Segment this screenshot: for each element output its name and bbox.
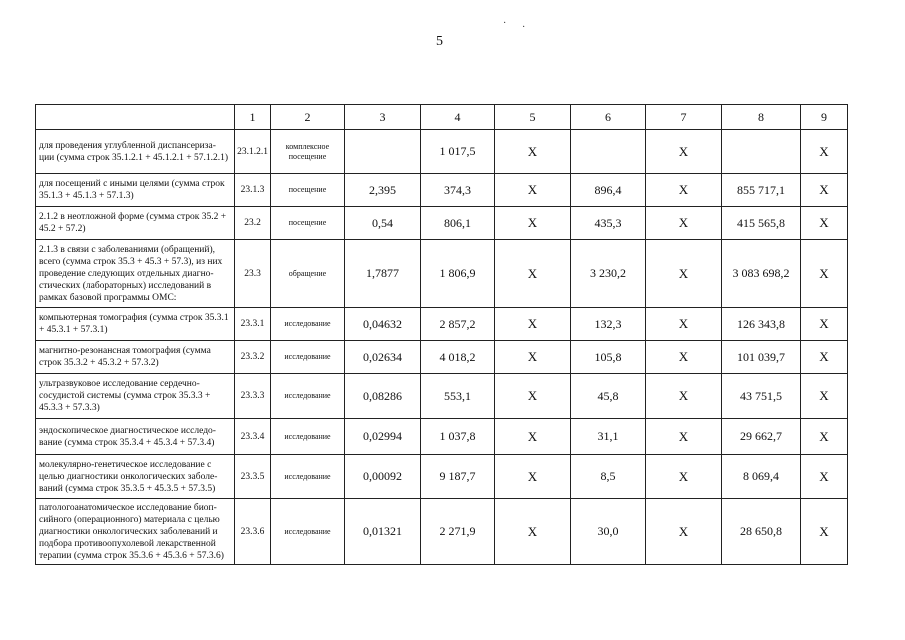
value-cell: 45,8 bbox=[571, 374, 646, 419]
x-cell: X bbox=[801, 308, 848, 341]
row-unit: исследование bbox=[271, 374, 345, 419]
value-cell: 8 069,4 bbox=[722, 455, 801, 499]
table-row bbox=[36, 308, 848, 341]
header-cell: 7 bbox=[646, 105, 722, 130]
data-table bbox=[35, 104, 848, 565]
value-cell bbox=[722, 130, 801, 174]
x-cell: X bbox=[495, 499, 571, 565]
value-cell: 0,01321 bbox=[345, 499, 421, 565]
value-cell bbox=[571, 130, 646, 174]
row-unit: исследование bbox=[271, 499, 345, 565]
header-cell: 1 bbox=[235, 105, 271, 130]
value-cell: 896,4 bbox=[571, 174, 646, 207]
row-code: 23.3.1 bbox=[235, 308, 271, 341]
x-cell: X bbox=[495, 374, 571, 419]
x-cell: X bbox=[801, 455, 848, 499]
value-cell: 3 230,2 bbox=[571, 240, 646, 308]
x-cell: X bbox=[495, 308, 571, 341]
header-cell: 8 bbox=[722, 105, 801, 130]
value-cell: 105,8 bbox=[571, 341, 646, 374]
value-cell: 31,1 bbox=[571, 419, 646, 455]
row-description: ультразвуковое исследование сердечно-сосудистой системы (сумма строк 35.3.3 + 45.3.3 + 57.3.3) bbox=[36, 374, 235, 419]
x-cell: X bbox=[801, 419, 848, 455]
x-cell: X bbox=[646, 174, 722, 207]
row-unit: исследование bbox=[271, 308, 345, 341]
x-cell: X bbox=[801, 374, 848, 419]
value-cell: 1 017,5 bbox=[421, 130, 495, 174]
row-unit: комплексное посещение bbox=[271, 130, 345, 174]
row-description: компьютерная томография (сумма строк 35.3.1 + 45.3.1 + 57.3.1) bbox=[36, 308, 235, 341]
x-cell: X bbox=[801, 130, 848, 174]
row-code: 23.3.6 bbox=[235, 499, 271, 565]
x-cell: X bbox=[495, 419, 571, 455]
x-cell: X bbox=[646, 207, 722, 240]
x-cell: X bbox=[495, 455, 571, 499]
x-cell: X bbox=[495, 341, 571, 374]
table-row bbox=[36, 499, 848, 565]
table-row bbox=[36, 341, 848, 374]
value-cell: 806,1 bbox=[421, 207, 495, 240]
row-description: для проведения углубленной диспансериза-ции (сумма строк 35.1.2.1 + 45.1.2.1 + 57.1.2.1) bbox=[36, 130, 235, 174]
x-cell: X bbox=[495, 240, 571, 308]
value-cell: 0,02994 bbox=[345, 419, 421, 455]
x-cell: X bbox=[646, 130, 722, 174]
value-cell: 1 806,9 bbox=[421, 240, 495, 308]
value-cell: 43 751,5 bbox=[722, 374, 801, 419]
value-cell: 126 343,8 bbox=[722, 308, 801, 341]
x-cell: X bbox=[801, 240, 848, 308]
x-cell: X bbox=[801, 174, 848, 207]
x-cell: X bbox=[646, 499, 722, 565]
value-cell: 30,0 bbox=[571, 499, 646, 565]
row-unit: посещение bbox=[271, 174, 345, 207]
table-row bbox=[36, 374, 848, 419]
header-cell-blank bbox=[36, 105, 235, 130]
x-cell: X bbox=[495, 207, 571, 240]
row-description: эндоскопическое диагностическое исследо-вание (сумма строк 35.3.4 + 45.3.4 + 57.3.4) bbox=[36, 419, 235, 455]
value-cell: 0,02634 bbox=[345, 341, 421, 374]
row-code: 23.3.2 bbox=[235, 341, 271, 374]
value-cell: 9 187,7 bbox=[421, 455, 495, 499]
header-cell: 6 bbox=[571, 105, 646, 130]
value-cell: 2 271,9 bbox=[421, 499, 495, 565]
value-cell: 29 662,7 bbox=[722, 419, 801, 455]
row-code: 23.3.5 bbox=[235, 455, 271, 499]
row-code: 23.2 bbox=[235, 207, 271, 240]
row-description: 2.1.2 в неотложной форме (сумма строк 35.2 + 45.2 + 57.2) bbox=[36, 207, 235, 240]
table-row bbox=[36, 174, 848, 207]
table-row bbox=[36, 419, 848, 455]
x-cell: X bbox=[646, 240, 722, 308]
value-cell: 4 018,2 bbox=[421, 341, 495, 374]
value-cell: 855 717,1 bbox=[722, 174, 801, 207]
value-cell: 132,3 bbox=[571, 308, 646, 341]
x-cell: X bbox=[646, 455, 722, 499]
scan-speck: · bbox=[503, 18, 507, 29]
header-cell: 9 bbox=[801, 105, 848, 130]
x-cell: X bbox=[646, 341, 722, 374]
table-row bbox=[36, 455, 848, 499]
header-row bbox=[36, 105, 848, 130]
row-unit: посещение bbox=[271, 207, 345, 240]
value-cell: 2 857,2 bbox=[421, 308, 495, 341]
header-cell: 3 bbox=[345, 105, 421, 130]
row-code: 23.3.3 bbox=[235, 374, 271, 419]
value-cell: 2,395 bbox=[345, 174, 421, 207]
value-cell: 28 650,8 bbox=[722, 499, 801, 565]
value-cell: 0,00092 bbox=[345, 455, 421, 499]
value-cell: 0,08286 bbox=[345, 374, 421, 419]
x-cell: X bbox=[646, 419, 722, 455]
row-description: патологоанатомическое исследование биоп-сийного (операционного) материала с целью диагностики онкологических заболеваний и подбора противоопухолевой лекарственной терапии (сумма строк 35.3.6 + 45.3.6 + 57.3.6) bbox=[36, 499, 235, 565]
page-number: 5 bbox=[436, 34, 443, 49]
value-cell: 374,3 bbox=[421, 174, 495, 207]
table-row bbox=[36, 130, 848, 174]
header-cell: 2 bbox=[271, 105, 345, 130]
value-cell: 0,54 bbox=[345, 207, 421, 240]
value-cell: 3 083 698,2 bbox=[722, 240, 801, 308]
value-cell bbox=[345, 130, 421, 174]
row-description: 2.1.3 в связи с заболеваниями (обращений), всего (сумма строк 35.3 + 45.3 + 57.3), из них проведение следующих отдельных диагно-стических (лабораторных) исследований в рамках базовой программы ОМС: bbox=[36, 240, 235, 308]
value-cell: 415 565,8 bbox=[722, 207, 801, 240]
row-unit: исследование bbox=[271, 455, 345, 499]
value-cell: 8,5 bbox=[571, 455, 646, 499]
value-cell: 101 039,7 bbox=[722, 341, 801, 374]
x-cell: X bbox=[646, 374, 722, 419]
row-description: молекулярно-генетическое исследование с целью диагностики онкологических заболе-ваний (сумма строк 35.3.5 + 45.3.5 + 57.3.5) bbox=[36, 455, 235, 499]
x-cell: X bbox=[801, 207, 848, 240]
row-unit: исследование bbox=[271, 419, 345, 455]
row-code: 23.1.3 bbox=[235, 174, 271, 207]
header-cell: 5 bbox=[495, 105, 571, 130]
value-cell: 1 037,8 bbox=[421, 419, 495, 455]
x-cell: X bbox=[495, 174, 571, 207]
value-cell: 553,1 bbox=[421, 374, 495, 419]
scan-speck: · bbox=[522, 22, 526, 33]
value-cell: 0,04632 bbox=[345, 308, 421, 341]
row-description: для посещений с иными целями (сумма строк 35.1.3 + 45.1.3 + 57.1.3) bbox=[36, 174, 235, 207]
table-row bbox=[36, 240, 848, 308]
value-cell: 435,3 bbox=[571, 207, 646, 240]
header-cell: 4 bbox=[421, 105, 495, 130]
row-description: магнитно-резонансная томография (сумма строк 35.3.2 + 45.3.2 + 57.3.2) bbox=[36, 341, 235, 374]
row-unit: исследование bbox=[271, 341, 345, 374]
value-cell: 1,7877 bbox=[345, 240, 421, 308]
x-cell: X bbox=[801, 499, 848, 565]
row-unit: обращение bbox=[271, 240, 345, 308]
row-code: 23.3 bbox=[235, 240, 271, 308]
row-code: 23.1.2.1 bbox=[235, 130, 271, 174]
x-cell: X bbox=[646, 308, 722, 341]
table-row bbox=[36, 207, 848, 240]
x-cell: X bbox=[495, 130, 571, 174]
x-cell: X bbox=[801, 341, 848, 374]
row-code: 23.3.4 bbox=[235, 419, 271, 455]
